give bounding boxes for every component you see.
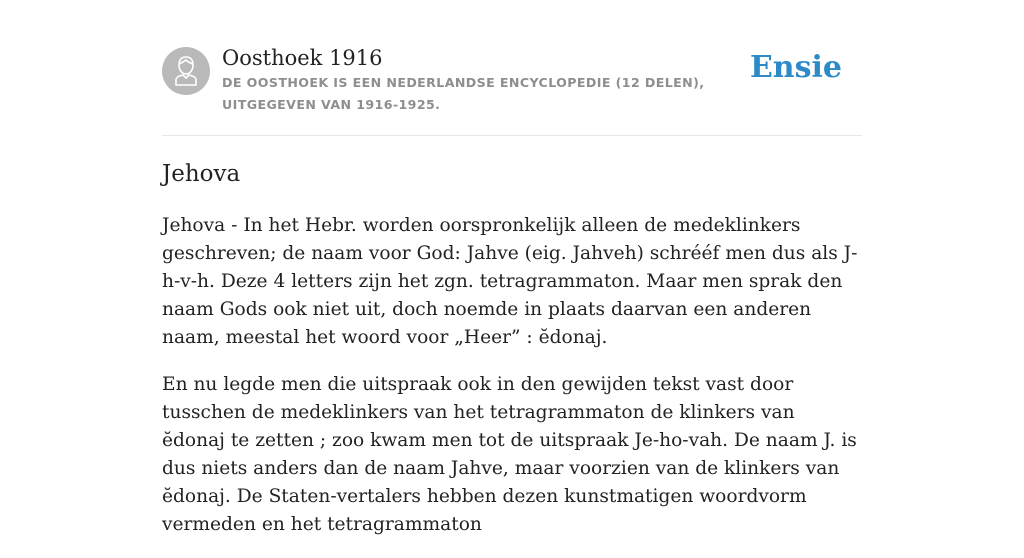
entry-title: Jehova [162,161,241,187]
source-header [162,46,862,116]
entry-paragraph: Jehova - In het Hebr. worden oorspronkelijk alleen de medeklinkers geschreven; de naam voor God: Jahve (eig. Jahveh) schrééf men dus als J-h-v-h. Deze 4 letters zijn het zgn. tetragrammaton. Maar men sprak den naam Gods ook niet uit, doch noemde in plaats daarvan een anderen naam, meestal het woord voor „Heer” : ĕdonaj. [162,215,858,348]
header-divider [162,135,862,136]
user-avatar-icon[interactable] [162,47,210,95]
entry-content [162,212,862,558]
entry-paragraph: En nu legde men die uitspraak ook in den gewijden tekst vast door tusschen de medeklinkers van het tetragrammaton de klinkers van ĕdonaj te zetten ; zoo kwam men tot de uitspraak Je-ho-vah. De naam J. is dus niets anders dan de naam Jahve, maar voorzien van de klinkers van ĕdonaj. De Staten-vertalers hebben dezen kunstmatigen woordvorm vermeden en het tetragrammaton [162,374,857,535]
ensie-logo[interactable]: Ensie [749,50,842,85]
source-title[interactable]: Oosthoek 1916 [222,46,383,70]
source-description: DE OOSTHOEK IS EEN NEDERLANDSE ENCYCLOPEDIE (12 DELEN), UITGEGEVEN VAN 1916-1925. [222,75,705,112]
